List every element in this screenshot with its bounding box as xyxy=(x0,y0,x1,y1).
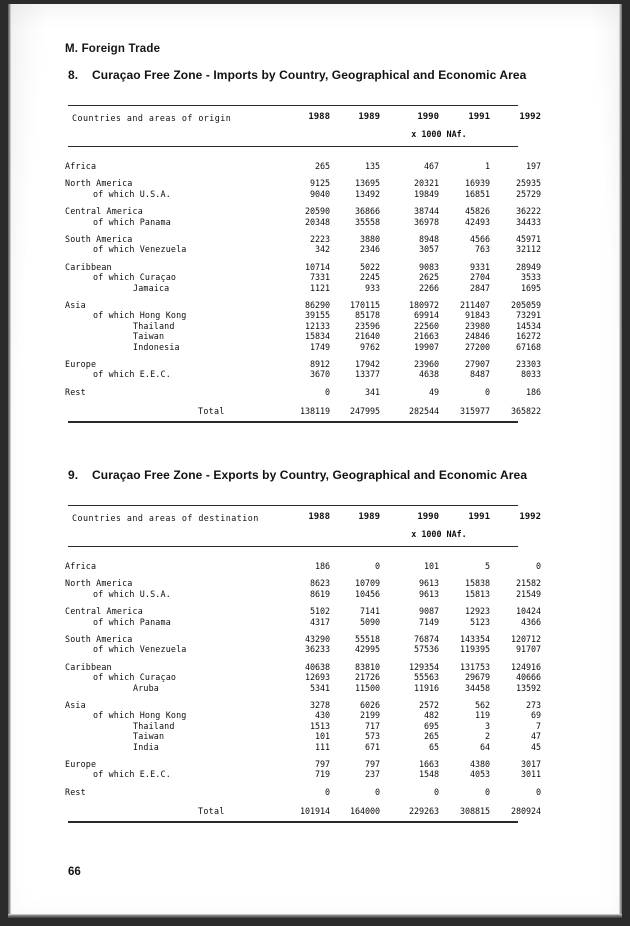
total-label: Total xyxy=(198,806,225,817)
table-cell: 797 xyxy=(315,759,330,769)
row-label: Thailand xyxy=(133,320,175,331)
table-rule-bottom xyxy=(68,421,518,423)
table-cell: 8033 xyxy=(521,369,541,380)
table-cell: 3880 xyxy=(360,234,380,244)
table-cell: 8912 xyxy=(310,359,330,369)
row-label: Africa xyxy=(65,161,97,171)
table-cell: 342 xyxy=(315,244,330,255)
table-cell: 21640 xyxy=(355,331,380,342)
table-cell: 7331 xyxy=(310,272,330,283)
table-cell: 101 xyxy=(315,731,330,742)
table-title xyxy=(68,68,526,82)
table-cell: 2199 xyxy=(360,710,380,721)
column-header: 1991 xyxy=(468,112,490,122)
row-label: of which Hong Kong xyxy=(93,710,187,721)
table-cell: 23303 xyxy=(516,359,541,369)
table-cell: 4053 xyxy=(470,769,490,780)
table-cell: 15834 xyxy=(305,331,330,342)
row-label: Central America xyxy=(65,206,143,217)
stub-header: Countries and areas of origin xyxy=(72,113,232,123)
table-cell: 124916 xyxy=(511,661,541,672)
table-number: 8. xyxy=(68,68,79,82)
table-cell: 16851 xyxy=(465,188,490,199)
table-cell: 573 xyxy=(365,731,380,742)
table-rule-top xyxy=(68,105,518,106)
row-label: Caribbean xyxy=(65,261,112,272)
table-cell: 3017 xyxy=(521,759,541,769)
table-cell: 9125 xyxy=(310,178,330,189)
table-cell: 101 xyxy=(424,561,439,571)
table-cell: 21582 xyxy=(516,578,541,589)
table-cell: 8487 xyxy=(470,369,490,380)
table-cell: 28949 xyxy=(516,261,541,272)
table-cell: 10424 xyxy=(516,606,541,617)
table-cell: 0 xyxy=(375,786,380,797)
total-cell: 308815 xyxy=(460,806,490,817)
table-cell: 5090 xyxy=(360,616,380,627)
table-cell: 1695 xyxy=(521,282,541,293)
table-cell: 197 xyxy=(526,161,541,171)
table-cell: 21726 xyxy=(355,672,380,683)
table-cell: 20321 xyxy=(414,178,439,189)
total-cell: 365822 xyxy=(511,406,541,417)
table-cell: 13695 xyxy=(355,178,380,189)
table-cell: 0 xyxy=(375,561,380,571)
table-title-text: Curaçao Free Zone - Exports by Country, Geographical and Economic Area xyxy=(92,468,528,482)
table-cell: 763 xyxy=(475,244,490,255)
table-cell: 20590 xyxy=(305,206,330,217)
table-cell: 2847 xyxy=(470,282,490,293)
table-cell: 129354 xyxy=(409,661,439,672)
table-cell: 7 xyxy=(536,720,541,731)
column-header: 1992 xyxy=(519,112,541,122)
row-label: South America xyxy=(65,634,133,644)
table-cell: 57536 xyxy=(414,644,439,655)
table-cell: 562 xyxy=(475,700,490,710)
table-cell: 14534 xyxy=(516,320,541,331)
table-cell: 119 xyxy=(475,710,490,721)
table-cell: 4638 xyxy=(419,369,439,380)
table-cell: 40638 xyxy=(305,661,330,672)
table-cell: 16272 xyxy=(516,331,541,342)
table-cell: 11916 xyxy=(414,682,439,693)
row-label: of which E.E.C. xyxy=(93,769,171,780)
row-label: Jamaica xyxy=(133,282,170,293)
table-cell: 170115 xyxy=(350,300,380,310)
table-cell: 1749 xyxy=(310,341,330,352)
table-cell: 3011 xyxy=(521,769,541,780)
table-cell: 25935 xyxy=(516,178,541,189)
table-cell: 69914 xyxy=(414,310,439,321)
row-label: Rest xyxy=(65,786,86,797)
table-cell: 25729 xyxy=(516,188,541,199)
table-cell: 35558 xyxy=(355,216,380,227)
table-cell: 8948 xyxy=(419,234,439,244)
table-cell: 13377 xyxy=(355,369,380,380)
table-cell: 21663 xyxy=(414,331,439,342)
table-cell: 265 xyxy=(315,161,330,171)
table-cell: 91843 xyxy=(465,310,490,321)
column-header: 1989 xyxy=(358,112,380,122)
row-label: Europe xyxy=(65,759,97,769)
table-cell: 3533 xyxy=(521,272,541,283)
row-label: Rest xyxy=(65,386,86,397)
table-cell: 15838 xyxy=(465,578,490,589)
row-label: of which E.E.C. xyxy=(93,369,171,380)
table-cell: 5102 xyxy=(310,606,330,617)
row-label: Taiwan xyxy=(133,331,165,342)
row-label: South America xyxy=(65,234,133,244)
table-cell: 45971 xyxy=(516,234,541,244)
table-cell: 83810 xyxy=(355,661,380,672)
row-label: North America xyxy=(65,578,133,589)
table-cell: 695 xyxy=(424,720,439,731)
row-label: of which U.S.A. xyxy=(93,188,171,199)
table-rule-bottom xyxy=(68,821,518,823)
table-cell: 36866 xyxy=(355,206,380,217)
table-cell: 186 xyxy=(526,386,541,397)
table-cell: 9331 xyxy=(470,261,490,272)
table-cell: 4566 xyxy=(470,234,490,244)
table-cell: 186 xyxy=(315,561,330,571)
table-cell: 3 xyxy=(485,720,490,731)
table-cell: 1121 xyxy=(310,282,330,293)
table-cell: 9040 xyxy=(310,188,330,199)
table-cell: 10714 xyxy=(305,261,330,272)
table-cell: 12693 xyxy=(305,672,330,683)
page-content xyxy=(8,4,622,918)
table-cell: 9087 xyxy=(419,606,439,617)
table-cell: 12923 xyxy=(465,606,490,617)
table-number: 9. xyxy=(68,468,79,482)
section-header: M. Foreign Trade xyxy=(65,43,161,55)
table-cell: 39155 xyxy=(305,310,330,321)
table-cell: 73291 xyxy=(516,310,541,321)
table-cell: 42995 xyxy=(355,644,380,655)
row-label: of which U.S.A. xyxy=(93,588,171,599)
table-cell: 1 xyxy=(485,161,490,171)
column-header: 1990 xyxy=(417,112,439,122)
table-cell: 2704 xyxy=(470,272,490,283)
table-cell: 55563 xyxy=(414,672,439,683)
table-cell: 797 xyxy=(365,759,380,769)
table-cell: 265 xyxy=(424,731,439,742)
column-header: 1988 xyxy=(308,112,330,122)
table-cell: 5022 xyxy=(360,261,380,272)
table-cell: 36222 xyxy=(516,206,541,217)
table-cell: 180972 xyxy=(409,300,439,310)
table-cell: 16939 xyxy=(465,178,490,189)
table-cell: 5341 xyxy=(310,682,330,693)
table-cell: 4380 xyxy=(470,759,490,769)
table-cell: 0 xyxy=(536,786,541,797)
table-cell: 119395 xyxy=(460,644,490,655)
table-cell: 10709 xyxy=(355,578,380,589)
table-cell: 237 xyxy=(365,769,380,780)
table-cell: 9613 xyxy=(419,588,439,599)
table-cell: 0 xyxy=(485,786,490,797)
table-cell: 64 xyxy=(480,741,490,752)
table-cell: 27907 xyxy=(465,359,490,369)
table-cell: 12133 xyxy=(305,320,330,331)
row-label: of which Panama xyxy=(93,616,171,627)
table-cell: 430 xyxy=(315,710,330,721)
table-cell: 2572 xyxy=(419,700,439,710)
table-cell: 1513 xyxy=(310,720,330,731)
stub-header: Countries and areas of destination xyxy=(72,513,259,523)
table-cell: 2245 xyxy=(360,272,380,283)
table-cell: 3057 xyxy=(419,244,439,255)
table-cell: 40666 xyxy=(516,672,541,683)
table-cell: 23596 xyxy=(355,320,380,331)
column-header: 1991 xyxy=(468,512,490,522)
table-cell: 67168 xyxy=(516,341,541,352)
table-cell: 8623 xyxy=(310,578,330,589)
table-cell: 5123 xyxy=(470,616,490,627)
table-cell: 91707 xyxy=(516,644,541,655)
table-cell: 4366 xyxy=(521,616,541,627)
table-cell: 341 xyxy=(365,386,380,397)
table-cell: 671 xyxy=(365,741,380,752)
table-cell: 2346 xyxy=(360,244,380,255)
scanned-page xyxy=(8,4,622,918)
row-label: Africa xyxy=(65,561,97,571)
table-cell: 9083 xyxy=(419,261,439,272)
table-cell: 1548 xyxy=(419,769,439,780)
row-label: of which Venezuela xyxy=(93,644,187,655)
table-rule-header xyxy=(68,546,518,547)
column-header: 1988 xyxy=(308,512,330,522)
table-cell: 29679 xyxy=(465,672,490,683)
table-cell: 467 xyxy=(424,161,439,171)
table-cell: 9762 xyxy=(360,341,380,352)
table-cell: 27200 xyxy=(465,341,490,352)
table-cell: 6026 xyxy=(360,700,380,710)
table-cell: 45 xyxy=(531,741,541,752)
table-cell: 7149 xyxy=(419,616,439,627)
table-cell: 0 xyxy=(536,561,541,571)
page-number: 66 xyxy=(68,866,81,878)
total-cell: 164000 xyxy=(350,806,380,817)
table-cell: 34458 xyxy=(465,682,490,693)
row-label: of which Curaçao xyxy=(93,272,177,283)
row-label: Asia xyxy=(65,300,86,310)
table-cell: 143354 xyxy=(460,634,490,644)
table-cell: 2266 xyxy=(419,282,439,293)
total-cell: 280924 xyxy=(511,806,541,817)
total-cell: 101914 xyxy=(300,806,330,817)
table-cell: 9613 xyxy=(419,578,439,589)
total-cell: 282544 xyxy=(409,406,439,417)
table-cell: 0 xyxy=(434,786,439,797)
total-cell: 247995 xyxy=(350,406,380,417)
table-title xyxy=(68,468,527,482)
table-cell: 21549 xyxy=(516,588,541,599)
table-cell: 24846 xyxy=(465,331,490,342)
table-cell: 43290 xyxy=(305,634,330,644)
row-label: of which Venezuela xyxy=(93,244,187,255)
table-cell: 17942 xyxy=(355,359,380,369)
table-cell: 34433 xyxy=(516,216,541,227)
table-cell: 205059 xyxy=(511,300,541,310)
table-cell: 2223 xyxy=(310,234,330,244)
table-cell: 23980 xyxy=(465,320,490,331)
row-label: Caribbean xyxy=(65,661,112,672)
table-cell: 15813 xyxy=(465,588,490,599)
total-cell: 229263 xyxy=(409,806,439,817)
table-cell: 22560 xyxy=(414,320,439,331)
row-label: India xyxy=(133,741,159,752)
table-cell: 10456 xyxy=(355,588,380,599)
row-label: Europe xyxy=(65,359,97,369)
table-cell: 85178 xyxy=(355,310,380,321)
total-cell: 315977 xyxy=(460,406,490,417)
table-cell: 717 xyxy=(365,720,380,731)
row-label: of which Panama xyxy=(93,216,171,227)
table-cell: 11500 xyxy=(355,682,380,693)
table-cell: 32112 xyxy=(516,244,541,255)
row-label: Thailand xyxy=(133,720,175,731)
table-title-text: Curaçao Free Zone - Imports by Country, Geographical and Economic Area xyxy=(92,68,527,82)
table-cell: 0 xyxy=(485,386,490,397)
table-cell: 36978 xyxy=(414,216,439,227)
table-cell: 2 xyxy=(485,731,490,742)
table-cell: 20348 xyxy=(305,216,330,227)
table-cell: 933 xyxy=(365,282,380,293)
row-label: North America xyxy=(65,178,133,189)
table-cell: 45826 xyxy=(465,206,490,217)
row-label: of which Curaçao xyxy=(93,672,177,683)
table-cell: 131753 xyxy=(460,661,490,672)
table-cell: 482 xyxy=(424,710,439,721)
column-header: 1990 xyxy=(417,512,439,522)
table-cell: 69 xyxy=(531,710,541,721)
table-cell: 4317 xyxy=(310,616,330,627)
table-rule-top xyxy=(68,505,518,506)
table-cell: 1663 xyxy=(419,759,439,769)
row-label: Taiwan xyxy=(133,731,165,742)
unit-note: x 1000 NAf. xyxy=(411,529,467,539)
table-cell: 3278 xyxy=(310,700,330,710)
column-header: 1989 xyxy=(358,512,380,522)
table-cell: 2625 xyxy=(419,272,439,283)
table-cell: 120712 xyxy=(511,634,541,644)
table-cell: 36233 xyxy=(305,644,330,655)
table-cell: 5 xyxy=(485,561,490,571)
table-cell: 719 xyxy=(315,769,330,780)
row-label: Asia xyxy=(65,700,86,710)
table-cell: 0 xyxy=(325,786,330,797)
table-cell: 273 xyxy=(526,700,541,710)
row-label: of which Hong Kong xyxy=(93,310,187,321)
table-cell: 86290 xyxy=(305,300,330,310)
table-cell: 0 xyxy=(325,386,330,397)
table-cell: 135 xyxy=(365,161,380,171)
table-cell: 49 xyxy=(429,386,439,397)
table-cell: 8619 xyxy=(310,588,330,599)
table-cell: 65 xyxy=(429,741,439,752)
table-cell: 3670 xyxy=(310,369,330,380)
table-cell: 13492 xyxy=(355,188,380,199)
table-cell: 47 xyxy=(531,731,541,742)
table-cell: 19849 xyxy=(414,188,439,199)
row-label: Aruba xyxy=(133,682,159,693)
column-header: 1992 xyxy=(519,512,541,522)
total-label: Total xyxy=(198,406,225,417)
table-cell: 38744 xyxy=(414,206,439,217)
row-label: Indonesia xyxy=(133,341,180,352)
table-cell: 76874 xyxy=(414,634,439,644)
table-cell: 19907 xyxy=(414,341,439,352)
table-cell: 13592 xyxy=(516,682,541,693)
unit-note: x 1000 NAf. xyxy=(411,129,467,139)
table-cell: 23960 xyxy=(414,359,439,369)
table-cell: 55518 xyxy=(355,634,380,644)
table-cell: 7141 xyxy=(360,606,380,617)
table-rule-header xyxy=(68,146,518,147)
row-label: Central America xyxy=(65,606,143,617)
total-cell: 138119 xyxy=(300,406,330,417)
table-cell: 111 xyxy=(315,741,330,752)
table-cell: 211407 xyxy=(460,300,490,310)
table-cell: 42493 xyxy=(465,216,490,227)
